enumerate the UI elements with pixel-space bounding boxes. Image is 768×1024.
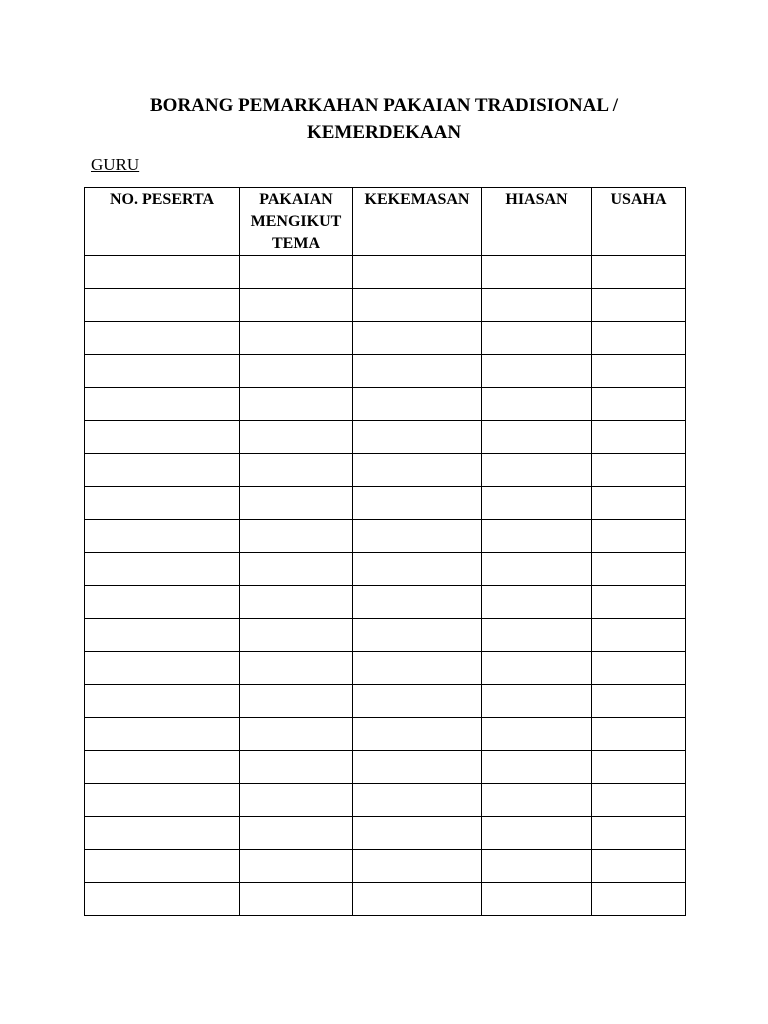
cell-hiasan [482, 850, 592, 883]
cell-no-peserta [85, 289, 240, 322]
cell-no-peserta [85, 355, 240, 388]
scoring-table [84, 187, 686, 916]
cell-usaha [592, 718, 686, 751]
cell-kekemasan [353, 454, 482, 487]
table-row [85, 718, 686, 751]
cell-pakaian-mengikut-tema [240, 388, 353, 421]
cell-pakaian-mengikut-tema [240, 718, 353, 751]
table-row [85, 883, 686, 916]
cell-hiasan [482, 784, 592, 817]
cell-kekemasan [353, 619, 482, 652]
table-row [85, 652, 686, 685]
table-row [85, 817, 686, 850]
cell-kekemasan [353, 520, 482, 553]
cell-no-peserta [85, 586, 240, 619]
cell-usaha [592, 784, 686, 817]
table-row [85, 520, 686, 553]
section-label-guru: GURU [91, 155, 140, 174]
cell-hiasan [482, 586, 592, 619]
cell-kekemasan [353, 586, 482, 619]
cell-pakaian-mengikut-tema [240, 883, 353, 916]
header-no-peserta: NO. PESERTA [85, 188, 240, 256]
cell-usaha [592, 817, 686, 850]
cell-no-peserta [85, 520, 240, 553]
cell-kekemasan [353, 883, 482, 916]
table-row [85, 487, 686, 520]
document-title-line-1: BORANG PEMARKAHAN PAKAIAN TRADISIONAL / [150, 95, 618, 116]
cell-usaha [592, 520, 686, 553]
table-row [85, 850, 686, 883]
cell-kekemasan [353, 850, 482, 883]
cell-pakaian-mengikut-tema [240, 520, 353, 553]
cell-usaha [592, 685, 686, 718]
header-hiasan: HIASAN [482, 188, 592, 256]
cell-hiasan [482, 487, 592, 520]
table-row [85, 454, 686, 487]
cell-pakaian-mengikut-tema [240, 322, 353, 355]
cell-pakaian-mengikut-tema [240, 784, 353, 817]
cell-pakaian-mengikut-tema [240, 256, 353, 289]
cell-kekemasan [353, 553, 482, 586]
cell-pakaian-mengikut-tema [240, 421, 353, 454]
cell-no-peserta [85, 322, 240, 355]
table-row [85, 619, 686, 652]
cell-pakaian-mengikut-tema [240, 487, 353, 520]
cell-pakaian-mengikut-tema [240, 751, 353, 784]
cell-hiasan [482, 256, 592, 289]
table-row [85, 784, 686, 817]
cell-no-peserta [85, 553, 240, 586]
cell-kekemasan [353, 487, 482, 520]
cell-hiasan [482, 355, 592, 388]
cell-no-peserta [85, 421, 240, 454]
cell-no-peserta [85, 619, 240, 652]
cell-kekemasan [353, 289, 482, 322]
cell-no-peserta [85, 784, 240, 817]
cell-pakaian-mengikut-tema [240, 850, 353, 883]
table-row [85, 388, 686, 421]
table-row [85, 421, 686, 454]
header-kekemasan: KEKEMASAN [353, 188, 482, 256]
cell-no-peserta [85, 685, 240, 718]
cell-usaha [592, 652, 686, 685]
cell-usaha [592, 355, 686, 388]
cell-pakaian-mengikut-tema [240, 289, 353, 322]
cell-no-peserta [85, 487, 240, 520]
cell-no-peserta [85, 817, 240, 850]
cell-hiasan [482, 553, 592, 586]
cell-usaha [592, 421, 686, 454]
cell-pakaian-mengikut-tema [240, 355, 353, 388]
cell-kekemasan [353, 355, 482, 388]
cell-pakaian-mengikut-tema [240, 454, 353, 487]
table-row [85, 322, 686, 355]
cell-usaha [592, 388, 686, 421]
cell-no-peserta [85, 883, 240, 916]
cell-hiasan [482, 817, 592, 850]
header-pakaian-mengikut-tema: PAKAIAN MENGIKUT TEMA [240, 188, 353, 256]
cell-usaha [592, 256, 686, 289]
cell-kekemasan [353, 421, 482, 454]
cell-hiasan [482, 289, 592, 322]
document-title-line-2: KEMERDEKAAN [306, 122, 462, 143]
cell-kekemasan [353, 388, 482, 421]
cell-no-peserta [85, 718, 240, 751]
cell-pakaian-mengikut-tema [240, 553, 353, 586]
cell-hiasan [482, 388, 592, 421]
cell-usaha [592, 586, 686, 619]
cell-kekemasan [353, 685, 482, 718]
cell-usaha [592, 487, 686, 520]
cell-usaha [592, 553, 686, 586]
cell-kekemasan [353, 652, 482, 685]
cell-pakaian-mengikut-tema [240, 685, 353, 718]
cell-hiasan [482, 718, 592, 751]
table-row [85, 586, 686, 619]
scoring-table-body [85, 256, 686, 916]
cell-usaha [592, 619, 686, 652]
cell-no-peserta [85, 751, 240, 784]
cell-kekemasan [353, 718, 482, 751]
cell-kekemasan [353, 322, 482, 355]
cell-hiasan [482, 520, 592, 553]
header-row [85, 188, 686, 256]
cell-kekemasan [353, 784, 482, 817]
cell-pakaian-mengikut-tema [240, 817, 353, 850]
cell-pakaian-mengikut-tema [240, 652, 353, 685]
cell-hiasan [482, 421, 592, 454]
cell-pakaian-mengikut-tema [240, 619, 353, 652]
cell-kekemasan [353, 256, 482, 289]
cell-no-peserta [85, 652, 240, 685]
cell-kekemasan [353, 817, 482, 850]
cell-hiasan [482, 619, 592, 652]
cell-no-peserta [85, 256, 240, 289]
cell-no-peserta [85, 388, 240, 421]
cell-usaha [592, 454, 686, 487]
cell-hiasan [482, 652, 592, 685]
table-row [85, 256, 686, 289]
table-row [85, 553, 686, 586]
cell-usaha [592, 322, 686, 355]
cell-usaha [592, 883, 686, 916]
table-row [85, 685, 686, 718]
cell-usaha [592, 289, 686, 322]
cell-hiasan [482, 454, 592, 487]
cell-no-peserta [85, 850, 240, 883]
scoring-table-header [85, 188, 686, 256]
cell-hiasan [482, 685, 592, 718]
cell-pakaian-mengikut-tema [240, 586, 353, 619]
cell-no-peserta [85, 454, 240, 487]
cell-hiasan [482, 751, 592, 784]
cell-hiasan [482, 322, 592, 355]
cell-hiasan [482, 883, 592, 916]
table-row [85, 751, 686, 784]
cell-usaha [592, 850, 686, 883]
cell-usaha [592, 751, 686, 784]
table-row [85, 355, 686, 388]
cell-kekemasan [353, 751, 482, 784]
header-usaha: USAHA [592, 188, 686, 256]
table-row [85, 289, 686, 322]
document-title [0, 92, 768, 146]
